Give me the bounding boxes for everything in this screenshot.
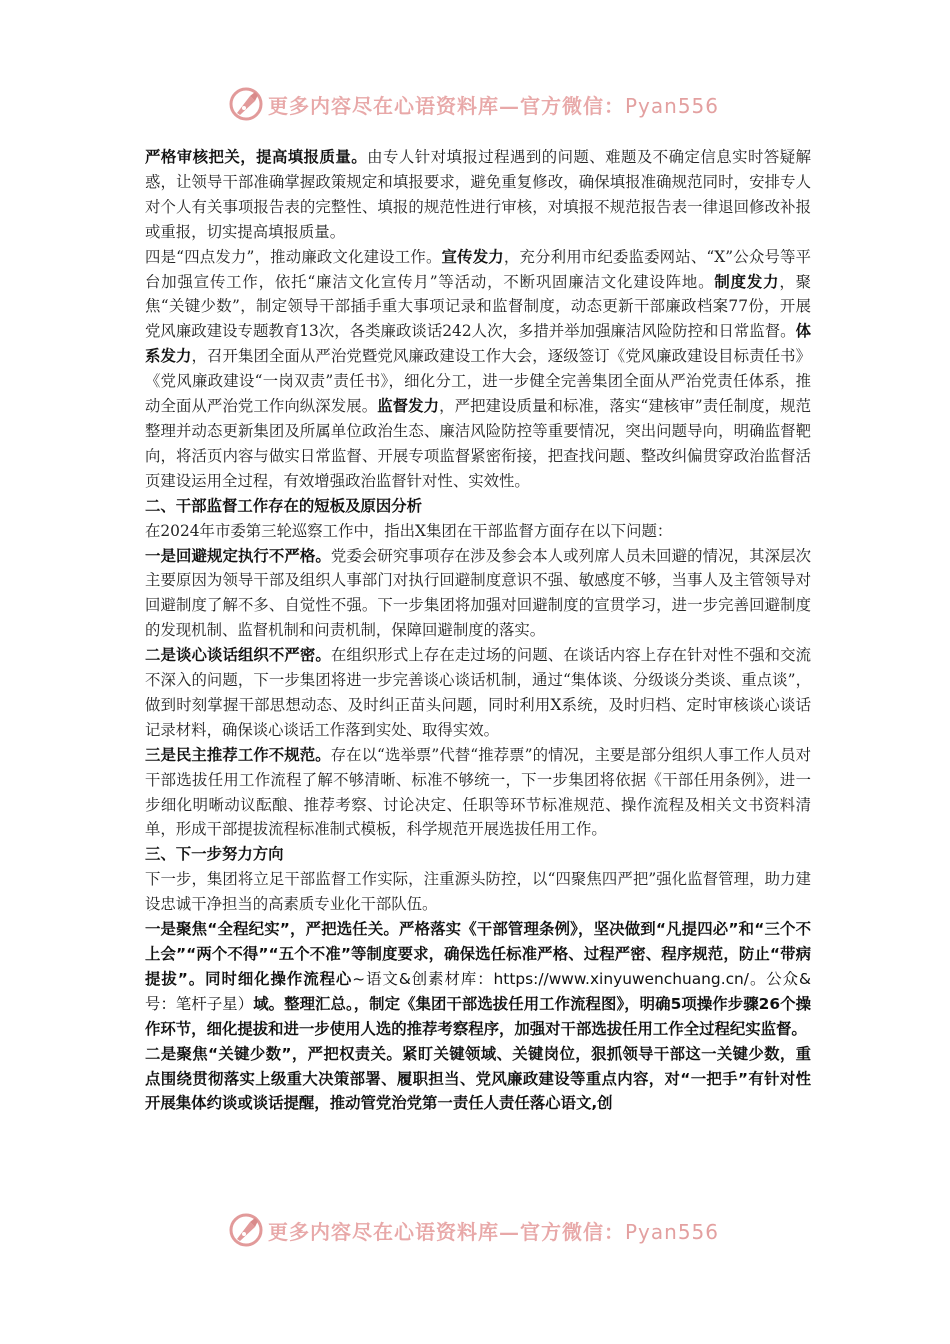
paragraph-focus-1: 一是聚焦“全程纪实”，严把选任关。严格落实《干部管理条例》，坚决做到“凡提四必”和“三个不上会”“两个不得”“五个不准”等制度要求，确保选任标准严格、过程严密、程序规范，防止“带病提拔”。同时细化操作流程心~语文&创素材库：https://www.xinyuwenchuang.cn/。公众&号：笔杆子星）域。整理汇总。，制定《集团干部选拔任用工作流程图》，明确5项操作步骤26个操作环节，细化提拔和进一步使用人选的推荐考察程序，加强对干部选拔任用工作全过程纪实监督。 — [145, 920, 811, 1038]
paragraph-problem-3: 三是民主推荐工作不规范。存在以“选举票”代替“推荐票”的情况，主要是部分组织人事工作人员对干部选拔任用工作流程了解不够清晰、标准不够统一，下一步集团将依据《干部任用条例》，进一步细化明晰动议酝酿、推荐考察、讨论决定、任职等环节标准规范、操作流程及相关文书资料清单，形成干部提拔流程标准制式模板，科学规范开展选拔任用工作。 — [145, 745, 811, 839]
pen-nib-logo-icon — [228, 86, 264, 122]
watermark-text: 更多内容尽在心语资料库—官方微信：Pyan556 — [268, 93, 720, 118]
paragraph-four-points: 四是“四点发力”，推动廉政文化建设工作。宣传发力，充分利用市纪委监委网站、“X”公众号等平台加强宣传工作，依托“廉洁文化宣传月”等活动，不断巩固廉洁文化建设阵地。制度发力，聚焦“关键少数”，制定领导干部插手重大事项记录和监督制度，动态更新干部廉政档案77份，开展党风廉政建设专题教育13次，各类廉政谈话242人次，多措并举加强廉洁风险防控和日常监督。体系发力，召开集团全面从严治党暨党风廉政建设工作大会，逐级签订《党风廉政建设目标责任书》《党风廉政建设“一岗双责”责任书》，细化分工，进一步健全完善集团全面从严治党责任体系，推动全面从严治党工作向纵深发展。监督发力，严把建设质量和标准，落实“建核审”责任制度，规范整理并动态更新集团及所属单位政治生态、廉洁风险防控等重要情况，突出问题导向，明确监督靶向，将活页内容与做实日常监督、开展专项监督紧密衔接，把查找问题、整改纠偏贯穿政治监督活页建设运用全过程，有效增强政治监督针对性、实效性。 — [145, 247, 811, 490]
paragraph-next-steps: 下一步，集团将立足干部监督工作实际，注重源头防控，以“四聚焦四严把”强化监督管理，助力建设忠诚干净担当的高素质专业化干部队伍。 — [145, 870, 811, 914]
section-heading-2: 二、干部监督工作存在的短板及原因分析 — [145, 496, 423, 515]
paragraph-review: 严格审核把关，提高填报质量。由专人针对填报过程遇到的问题、难题及不确定信息实时答疑解惑，让领导干部准确掌握政策规定和填报要求，避免重复修改，确保填报准确规范同时，安排专人对个人有关事项报告表的完整性、填报的规范性进行审核，对填报不规范报告表一律退回修改补报或重报，切实提高填报质量。 — [145, 148, 811, 241]
paragraph-focus-2: 二是聚焦“关键少数”，严把权责关。紧盯关键领域、关键岗位，狠抓领导干部这一关键少数，重点围绕贯彻落实上级重大决策部署、履职担当、党风廉政建设等重点内容，对“一把手”有针对性开展集体约谈或谈话提醒，推动管党治党第一责任人责任落心语文,创 — [145, 1044, 811, 1113]
watermark-text: 更多内容尽在心语资料库—官方微信：Pyan556 — [268, 1219, 720, 1244]
paragraph-intro-problems: 在2024年市委第三轮巡察工作中，指出X集团在干部监督方面存在以下问题： — [145, 521, 673, 540]
section-heading-3: 三、下一步努力方向 — [145, 845, 284, 864]
paragraph-problem-1: 一是回避规定执行不严格。党委会研究事项存在涉及参会本人或列席人员未回避的情况，其深层次主要原因为领导干部及组织人事部门对执行回避制度意识不强、敏感度不够，当事人及主管领导对回避制度了解不多、自觉性不强。下一步集团将加强对回避制度的宣贯学习，进一步完善回避制度的发现机制、监督机制和问责机制，保障回避制度的落实。 — [145, 546, 811, 640]
watermark-header — [228, 84, 748, 124]
pen-nib-logo-icon — [228, 1212, 264, 1248]
paragraph-problem-2: 二是谈心谈话组织不严密。在组织形式上存在走过场的问题、在谈话内容上存在针对性不强和交流不深入的问题，下一步集团将进一步完善谈心谈话机制，通过“集体谈、分级谈分类谈、重点谈”，做到时刻掌握干部思想动态、及时纠正苗头问题，同时利用X系统，及时归档、定时审核谈心谈话记录材料，确保谈心谈话工作落到实处、取得实效。 — [145, 646, 811, 739]
watermark-footer — [228, 1210, 748, 1250]
document-body — [145, 145, 811, 1116]
